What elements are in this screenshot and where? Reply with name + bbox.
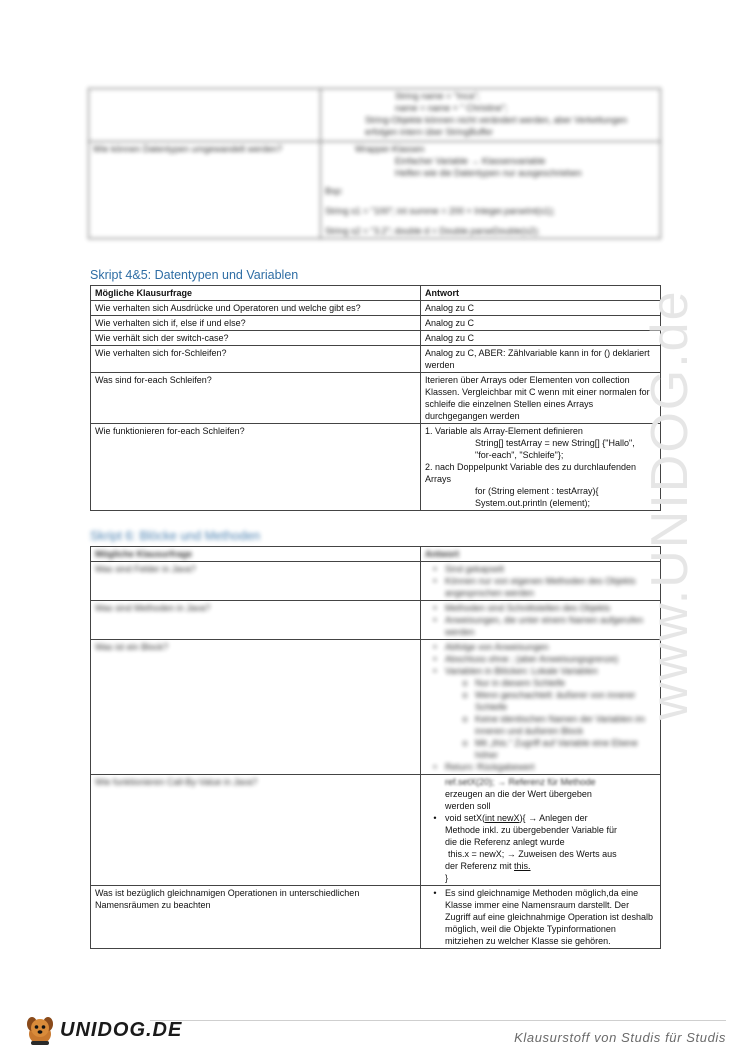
bullet-icon: • (433, 888, 437, 898)
circle-bullet-icon: o (462, 678, 468, 688)
dog-mascot-icon (22, 1012, 58, 1048)
question-cell: Wie verhalten sich Ausdrücke und Operatoren und welche gibt es? (91, 301, 421, 316)
qa-table-datentypen (90, 285, 661, 511)
bullet-icon: • (433, 576, 437, 586)
question-cell: Was sind for-each Schleifen? (91, 373, 421, 424)
table-row: Was ist ein Block? • Abfolge von Anweisungen • Abschluss ohne ; (aber Anweisungsgrenze) • Variablen in Blöcken: Lokale Variablen o Nur in diesem Schleife o Wenn geschachtelt: äußerer von innerer Schleife o Keine identischen Namen der Variablen im inneren und äußeren Block o Mit „this.“ Zugriff auf Variable eine Ebene höher • Return: Rückgabewert (91, 640, 661, 775)
code-line: String[] testArray = new String[] {"Hallo", (475, 438, 635, 448)
bullet-icon: • (433, 654, 437, 664)
answer-cell: • Es sind gleichnamige Methoden möglich,da eine Klasse immer eine Namensraum darstellt. Der Zugriff auf eine gleichnahmige Operation ist deshalb möglich, weil die Objekte Typinformationen mitziehen zu welcher Klasse sie gehören. (421, 886, 661, 949)
bullet-icon: • (433, 564, 437, 574)
bullet-icon: • (433, 603, 437, 613)
table-row (91, 424, 661, 511)
watermark: www.UNIDOG.de (641, 289, 699, 720)
question-cell: Wie verhält sich der switch-case? (91, 331, 421, 346)
table-row: Was sind Felder in Java? • Sind gekapselt • Können nur von eigenen Methoden des Objekts angesprochen werden (91, 562, 661, 601)
table-row (91, 346, 661, 373)
circle-bullet-icon: o (462, 738, 468, 748)
answer-line: 2. nach Doppelpunkt Variable des zu durchlaufenden Arrays (425, 462, 636, 484)
table-row (91, 775, 661, 886)
table-header-row (91, 547, 661, 562)
answer-cell: Analog zu C, ABER: Zählvariable kann in for () deklariert werden (421, 346, 661, 373)
table-row (89, 89, 661, 142)
circle-bullet-icon: o (462, 690, 468, 700)
header-answer: Antwort (421, 286, 661, 301)
blurred-line: String s2 = "3.2"; double d = Double.parseDouble(s2); (325, 226, 540, 236)
bullet-icon: • (433, 615, 437, 625)
bullet-icon: • (433, 642, 437, 652)
answer-cell (421, 424, 661, 511)
section-title-blurred: Skript 6: Blöcke und Methoden (90, 529, 261, 543)
bullet-icon: • (433, 666, 437, 676)
answer-cell: Analog zu C (421, 301, 661, 316)
section-title: Skript 4&5: Datentypen und Variablen (90, 268, 299, 282)
question-cell: Was sind Felder in Java? (91, 562, 421, 601)
bullet-icon: • (433, 813, 437, 823)
blurred-line: Einfacher Variable → Klassenvariable (395, 156, 546, 166)
blurred-line: Wrapper-Klassen (355, 144, 425, 154)
circle-bullet-icon: o (462, 714, 468, 724)
answer-cell: Analog zu C (421, 331, 661, 346)
question-cell-blurred: Wie funktionieren Call-By-Value in Java? (95, 777, 258, 787)
logo-text: UNIDOG.DE (60, 1018, 183, 1041)
footer-logo (22, 1012, 182, 1048)
answer-cell: Iterieren über Arrays oder Elementen von collection Klassen. Vergleichbar mit C wenn mit einer normalen for schleife die einzelnen Stellen eines Arrays durchgegangen werden (421, 373, 661, 424)
blurred-line: String s1 = "100"; int summe = 200 + Integer.parseInt(s1); (325, 206, 555, 216)
table-row (91, 886, 661, 949)
blurred-line: Bsp: (325, 186, 344, 196)
footer-tagline: Klausurstoff von Studis für Studis (514, 1030, 726, 1045)
code-line: System.out.println (element); (475, 498, 591, 508)
blurred-line: String-Objekte können nicht verändert werden, aber Verkettungen erfolgen intern über StringBuffer (365, 115, 628, 137)
table-row (91, 373, 661, 424)
table-row (91, 331, 661, 346)
code-line: for (String element : testArray){ (475, 486, 599, 496)
header-question: Mögliche Klausurfrage (91, 547, 421, 562)
question-cell: Was sind Methoden in Java? (91, 601, 421, 640)
table-header-row (91, 286, 661, 301)
question-cell: Wie funktionieren for-each Schleifen? (91, 424, 421, 511)
footer-divider (150, 1020, 726, 1021)
answer-cell: Analog zu C (421, 316, 661, 331)
header-question: Mögliche Klausurfrage (91, 286, 421, 301)
answer-cell: ref.setX(20); → Referenz für Methode erzeugen an die der Wert übergeben werden soll • void setX(int newX){ → Anlegen der Methode inkl. zu übergebender Variable für die die Referenz anlegt wurde this.x = newX; → Zuweisen des Werts aus der Referenz mit this. } (421, 775, 661, 886)
table-row (89, 142, 661, 239)
table-row (91, 301, 661, 316)
question-cell: Was ist bezüglich gleichnamigen Operationen in unterschiedlichen Namensräumen zu beachten (91, 886, 421, 949)
question-cell: Wie verhalten sich for-Schleifen? (91, 346, 421, 373)
header-answer: Antwort (421, 547, 661, 562)
question-cell: Wie verhalten sich if, else if und else? (91, 316, 421, 331)
qa-table-methoden (90, 546, 661, 949)
code-line: "for-each", "Schleife"}; (475, 450, 564, 460)
blurred-question: Wie können Datentypen umgewandelt werden? (89, 142, 321, 239)
table-row: Was sind Methoden in Java? • Methoden sind Schnittstellen des Objekts • Anweisungen, die unter einem Namen aufgerufen werden (91, 601, 661, 640)
blurred-top-table (88, 88, 661, 239)
blurred-line: name = name + " Christine"; (395, 103, 508, 113)
blurred-line: Helfen wie die Datentypen nur ausgeschrieben (395, 168, 582, 178)
bullet-icon: • (433, 762, 437, 772)
table-row (91, 316, 661, 331)
question-cell: Was ist ein Block? (91, 640, 421, 775)
answer-line: 1. Variable als Array-Element definieren (425, 426, 583, 436)
blurred-line: String name = "Inca"; (395, 91, 480, 101)
